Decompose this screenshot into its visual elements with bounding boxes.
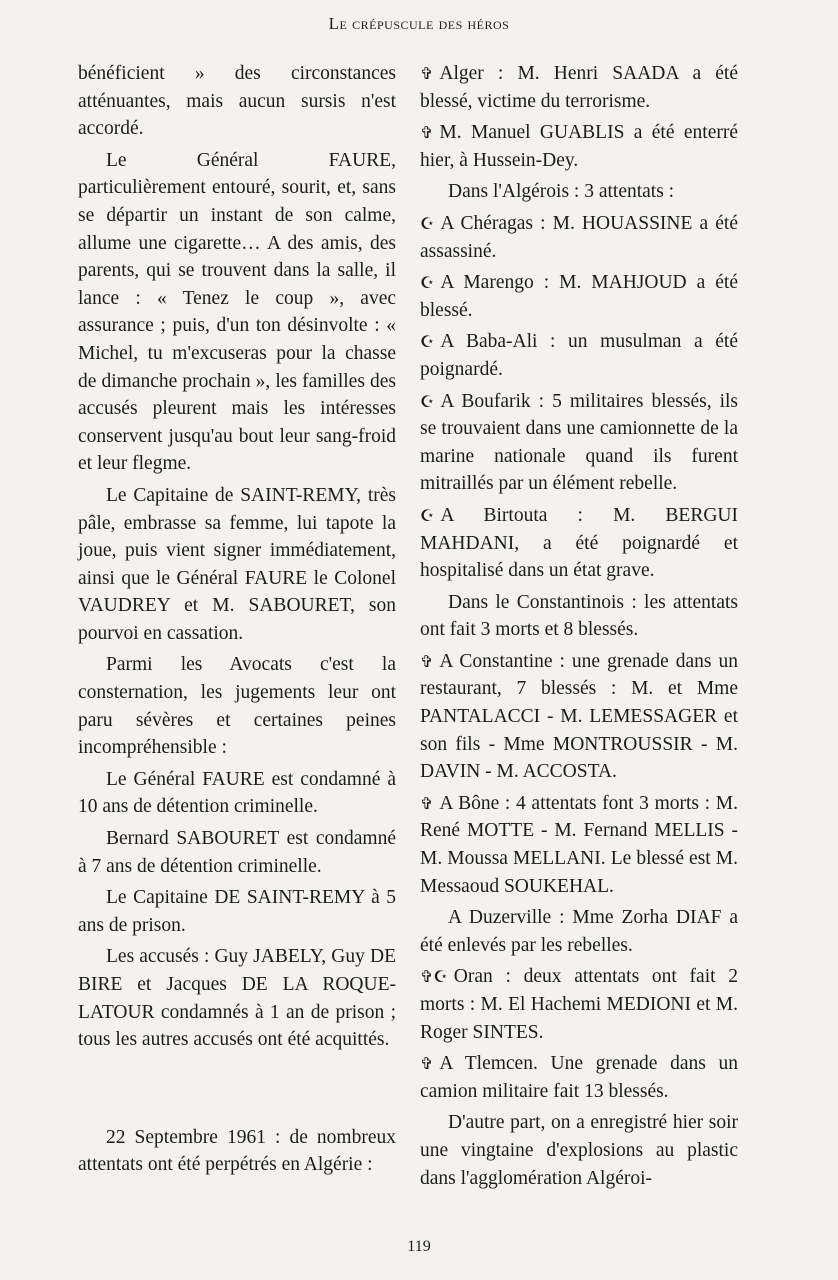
event-entry [420,904,738,959]
event-entry [420,790,738,900]
event-entry [420,502,738,585]
entry-text: Dans le Constantinois : les attentats ont fait 3 morts et 8 blessés. [420,591,738,641]
paragraph: Le Général FAURE, particulièrement entouré, sourit, et, sans se départir un instant de son calme, allume une cigarette… A des amis, des parents, qui se trouvent dans la salle, il lance : « Tenez le coup », avec assurance ; puis, d'un ton désinvolte : « Michel, tu m'excuseras pour la chasse de dimanche prochain », les familles des accusés pleurent mais les intéresses conservent jusqu'au bout leur sang-froid et leur flegme. [78,149,396,475]
cross-icon: ✞ [420,64,434,83]
event-entry [420,328,738,383]
entry-text: M. Manuel GUABLIS a été enterré hier, à Hussein-Dey. [420,122,738,171]
entry-text: A Tlemcen. Une grenade dans un camion militaire fait 13 blessés. [420,1053,738,1102]
cross-icon: ✞ [420,793,434,813]
crescent-icon: ☪ [420,391,435,411]
paragraph: Le Capitaine de SAINT-REMY, très pâle, embrasse sa femme, lui tapote la joue, puis vient signer immédiatement, ainsi que le Général FAURE le Colonel VAUDREY et M. SABOURET, son pourvoi en cassation. [78,484,396,644]
event-entry [420,1109,738,1192]
event-entry [420,648,738,786]
cross-icon: ✞ [420,651,434,671]
entry-text: A Duzerville : Mme Zorha DIAF a été enlevés par les rebelles. [420,907,738,956]
crescent-icon: ☪ [420,505,435,525]
right-column [420,60,738,1196]
event-entry [420,388,738,498]
event-entry [420,589,738,644]
paragraph: Le Capitaine DE SAINT-REMY à 5 ans de prison. [78,887,396,936]
page-number: 119 [407,1238,431,1255]
event-entry [420,1050,738,1105]
event-entry [420,119,738,174]
cross-crescent-icon: ✞☪ [420,967,448,987]
paragraph: Bernard SABOURET est condamné à 7 ans de détention criminelle. [78,828,396,877]
crescent-icon: ☪ [420,273,435,293]
paragraph: 22 Septembre 1961 : de nombreux attentats ont été perpétrés en Algérie : [78,1126,396,1176]
entry-text: A Baba-Ali : un musulman a été poignardé. [420,331,738,380]
entry-text: D'autre part, on a enregistré hier soir une vingtaine d'explosions au plastic dans l'agglomération Algéroi- [420,1112,738,1189]
event-entry [420,60,738,115]
entry-text: Dans l'Algérois : 3 attentats : [448,181,675,203]
event-entry [420,963,738,1046]
entry-text: A Bône : 4 attentats font 3 morts : M. René MOTTE - M. Fernand MELLIS - M. Moussa MELLANI. Le blessé est M. Messaoud SOUKEHAL. [420,792,738,897]
entry-text: Oran : deux attentats ont fait 2 morts : M. El Hachemi MEDIONI et M. Roger SINTES. [420,966,738,1043]
crescent-icon: ☪ [420,332,435,352]
crescent-icon: ☪ [420,213,435,233]
left-column [78,60,396,1183]
cross-icon: ✞ [420,123,434,143]
running-header: Le crépuscule des héros [328,14,510,33]
entry-text: A Boufarik : 5 militaires blessés, ils se trouvaient dans une camionnette de la marine nationale quand ils furent mitraillés par un élément rebelle. [420,390,738,495]
paragraph: bénéficient » des circonstances atténuantes, mais aucun sursis n'est accordé. [78,63,396,140]
event-entry [420,210,738,265]
entry-text: Alger : M. Henri SAADA a été blessé, victime du terrorisme. [420,63,738,112]
paragraph: Le Général FAURE est condamné à 10 ans de détention criminelle. [78,768,396,818]
cross-icon: ✞ [420,1054,434,1074]
event-entry [420,269,738,324]
entry-text: A Marengo : M. MAHJOUD a été blessé. [420,272,738,321]
event-entry [420,178,738,206]
paragraph: Parmi les Avocats c'est la consternation, les jugements leur ont paru sévères et certaines peines incompréhensible : [78,654,396,759]
entry-text: A Constantine : une grenade dans un restaurant, 7 blessés : M. et Mme PANTALACCI - M. LEMESSAGER et son fils - Mme MONTROUSSIR - M. DAVIN - M. ACCOSTA. [420,650,738,783]
entry-text: A Birtouta : M. BERGUI MAHDANI, a été poignardé et hospitalisé dans un état grave. [420,504,738,582]
paragraph: Les accusés : Guy JABELY, Guy DE BIRE et Jacques DE LA ROQUE-LATOUR condamnés à 1 an de prison ; tous les autres accusés ont été acquittés. [78,946,396,1051]
entry-text: A Chéragas : M. HOUASSINE a été assassiné. [420,212,738,262]
